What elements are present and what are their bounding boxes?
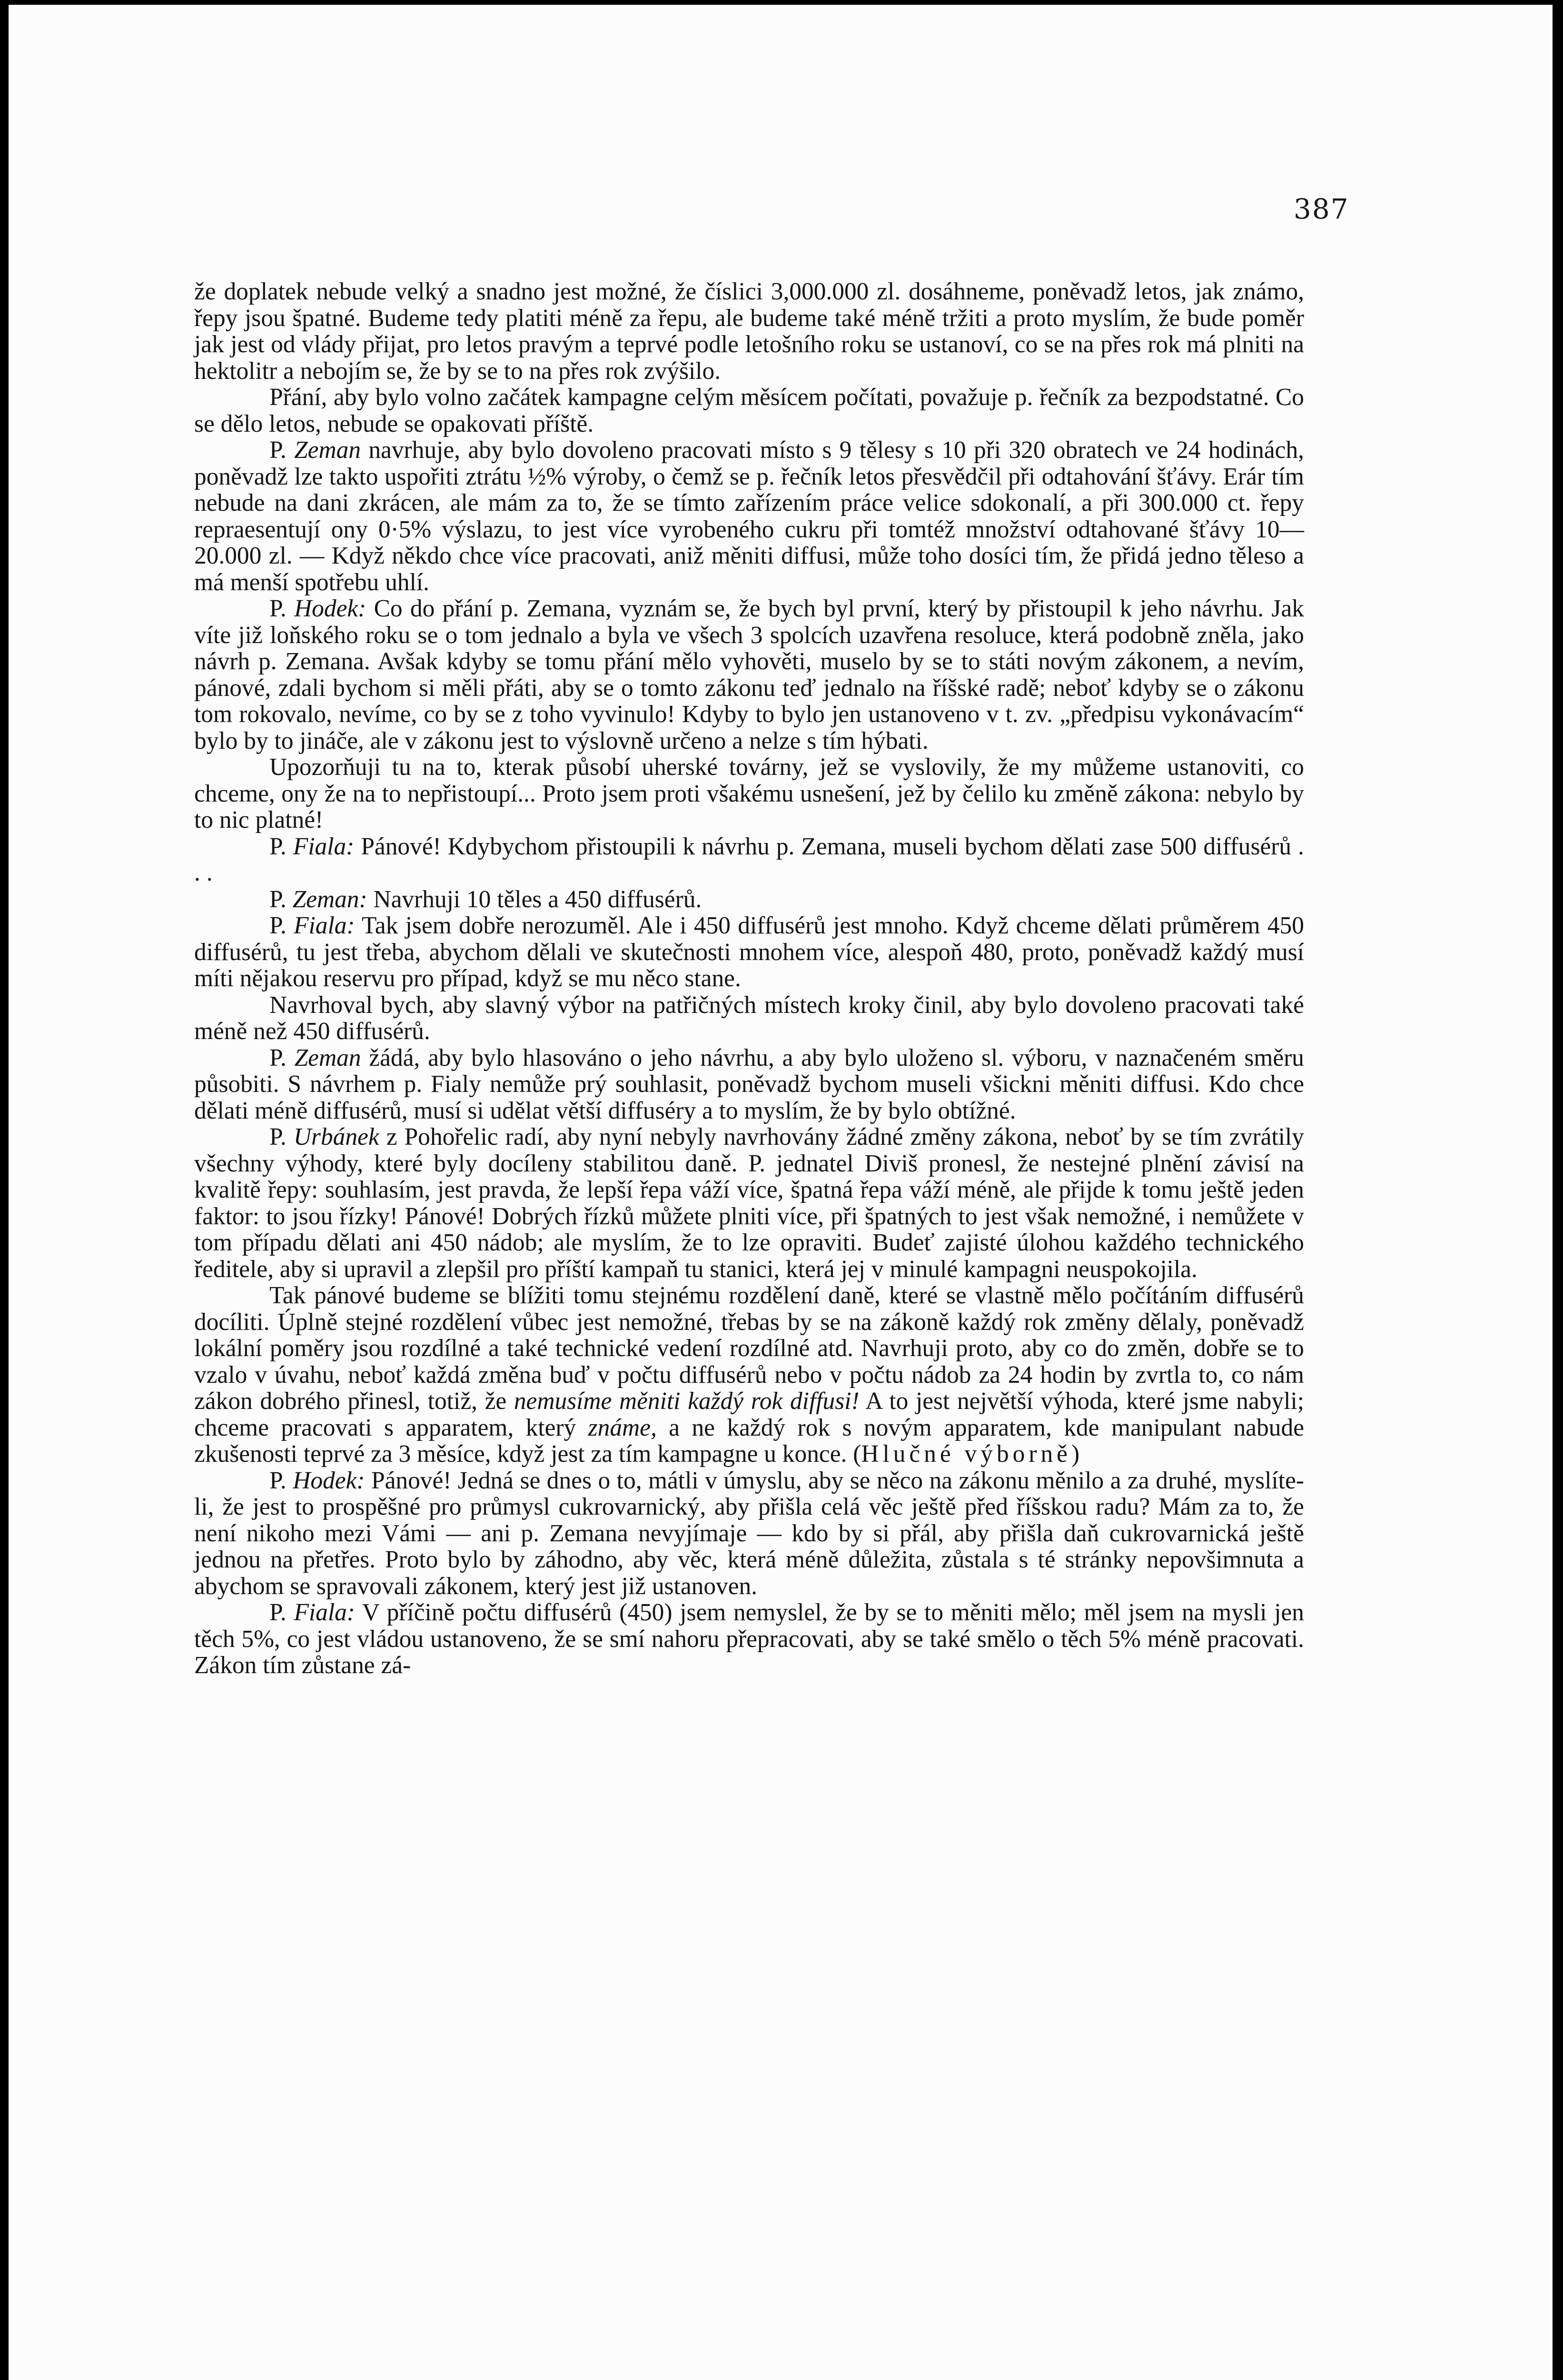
speaker-name: Zeman: bbox=[292, 885, 367, 913]
speaker-name: Hodek: bbox=[293, 1467, 365, 1494]
speaker-name: Fiala: bbox=[293, 833, 355, 860]
text-run: Tak pánové budeme se blížiti tomu stejnému rozdělení daně, které se vlastně mělo počítáním diffusérů docíliti. Úplně stejné rozdělení vůbec jest nemožné, třebas by se na zákoně každý rok změny dělaly, poněvadž lokální poměry jsou rozdílné a také technické vedení rozdílné atd. Navrhuji proto, aby co do změn, dobře se to vzalo v úvahu, neboť každá změna buď v počtu diffusérů nebo v počtu nádob za 24 hodin by zvrtla to, co nám zákon dobrého přinesl, totiž, že bbox=[194, 1282, 1304, 1415]
speaker-name: Fiala: bbox=[294, 1599, 355, 1626]
text-run: Tak jsem dobře nerozuměl. Ale i 450 diffusérů jest mnoho. Když chceme dělati průměrem 450 diffusérů, tu jest třeba, abychom dělali ve skutečnosti mnohem více, alespoň 480, proto, poněvadž každý musí míti nějakou reservu pro případ, když se mu něco stane. bbox=[194, 912, 1304, 992]
speaker-name: známe, bbox=[588, 1414, 657, 1441]
text-run: Co do přání p. Zemana, vyznám se, že bych byl první, který by přistoupil k jeho návrhu. Jak víte již loňského roku se o tom jednalo a byla ve všech 3 spolcích uzavřena resoluce, která podobně zněla, jako návrh p. Zemana. Avšak kdyby se tomu přání mělo vyhověti, muselo by se to státi novým zákonem, a nevím, pánové, zdali bychom si měli přáti, aby se o tomto zákonu teď jednalo na říšské radě; neboť kdyby se o zákonu tom rokovalo, nevíme, co by se z toho vyvinulo! Kdyby to bylo jen ustanoveno v t. zv. „předpisu vykonávacím“ bylo by to jináče, ale v zákonu jest to výslovně určeno a nelze s tím hýbati. bbox=[194, 595, 1304, 754]
speaker-name: Zeman bbox=[294, 1044, 361, 1071]
text-run: Přání, aby bylo volno začátek kampagne celým měsícem počítati, považuje p. řečník za bezpodstatné. Co se dělo letos, nebude se opakovati příště. bbox=[194, 384, 1304, 437]
speaker-name: nemusíme měniti každý rok diffusi! bbox=[514, 1388, 860, 1415]
speaker-name: Fiala: bbox=[294, 912, 355, 939]
speaker-name: Hodek: bbox=[294, 595, 366, 622]
speaker-name: Zeman bbox=[294, 436, 361, 464]
text-run: že doplatek nebude velký a snadno jest možné, že číslici 3,000.000 zl. dosáhneme, poněvadž letos, jak známo, řepy jsou špatné. Budeme tedy platiti méně za řepu, ale budeme také méně tržiti a proto myslím, že bude poměr jak jest od vlády přijat, pro letos pravým a teprvé podle letošního roku se ustanoví, co se na přes rok má plniti na hektolitr a nebojím se, že by se to na přes rok zvýšilo. bbox=[194, 278, 1304, 385]
paragraph-p13 bbox=[194, 1468, 1304, 1600]
text-run: Pánové! Jedná se dnes o to, mátli v úmyslu, aby se něco na zákonu měnilo a za druhé, myslíte-li, že jest to prospěšné pro průmysl cukrovarnický, aby přišla celá věc ještě před říšskou radu? Mám za to, že není nikoho mezi Vámi — ani p. Zemana nevyjímaje — kdo by si přál, aby přišla daň cukrovarnická ještě jednou na přetřes. Proto bylo by záhodno, aby věc, která méně důležita, zůstala s té stránky nepovšimnuta a abychom se spravovali zákonem, který jest již ustanoven. bbox=[194, 1467, 1304, 1600]
text-run: P. bbox=[269, 912, 294, 939]
text-run: P. bbox=[269, 1123, 294, 1150]
text-run: žádá, aby bylo hlasováno o jeho návrhu, a aby bylo uloženo sl. výboru, v naznačeném směru působiti. S návrhem p. Fialy nemůže prý souhlasit, poněvadž bychom museli všickni měniti diffusi. Kdo chce dělati méně diffusérů, musí si udělat větší diffuséry a to myslím, že by bylo obtížné. bbox=[194, 1044, 1304, 1124]
text-run: Navrhoval bych, aby slavný výbor na patřičných místech kroky činil, aby bylo dovoleno pracovati také méně než 450 diffusérů. bbox=[194, 991, 1304, 1045]
text-run: Hlučné výborně bbox=[861, 1440, 1071, 1468]
speaker-name: Urbánek bbox=[293, 1123, 379, 1150]
document-page bbox=[9, 5, 1553, 2380]
text-run: A to jest největší výhoda, které jsme nabyli; chceme pracovati s apparatem, který bbox=[194, 1388, 1304, 1441]
text-run: z Pohořelic radí, aby nyní nebyly navrhovány žádné změny zákona, neboť by se tím zvrátily všechny výhody, které byly docíleny stabilitou daně. P. jednatel Diviš pronesl, že nestejné plnění závisí na kvalitě řepy: souhlasím, jest pravda, že lepší řepa váží více, špatná řepa váží méně, ale přijde k tomu ještě jeden faktor: to jsou řízky! Pánové! Dobrých řízků můžete plniti více, při špatných to jest však nemožné, i nemůžete v tom případu dělati ani 450 nádob; ale myslím, že to lze opraviti. Budeť zajisté úlohou každého technického ředitele, aby si upravil a zlepšil pro příští kampaň tu stanici, která jej v minulé kampagni neuspokojila. bbox=[194, 1123, 1304, 1283]
text-run: P. bbox=[269, 1467, 293, 1494]
text-run: P. bbox=[269, 436, 295, 464]
text-run: a ne každý rok s novým apparatem, kde manipulant nabude zkušenosti teprvé za 3 měsíce, když jest za tím kampagne u konce. ( bbox=[194, 1414, 1305, 1468]
paragraph-p3 bbox=[194, 437, 1304, 595]
document-body bbox=[194, 278, 1304, 1679]
paragraph-p14 bbox=[194, 1599, 1304, 1679]
paragraph-p6 bbox=[194, 833, 1304, 886]
text-run: P. bbox=[269, 885, 293, 913]
text-run: Pánové! Kdybychom přistoupili k návrhu p. Zemana, museli bychom dělati zase 500 diffusérů . . . bbox=[194, 833, 1304, 886]
paragraph-p8 bbox=[194, 912, 1304, 992]
paragraph-p12 bbox=[194, 1282, 1304, 1468]
paragraph-p9 bbox=[194, 992, 1304, 1045]
text-run: Navrhuji 10 těles a 450 diffusérů. bbox=[367, 885, 702, 913]
paragraph-p2 bbox=[194, 384, 1304, 437]
page-number: 387 bbox=[1294, 193, 1349, 225]
text-run: navrhuje, aby bylo dovoleno pracovati místo s 9 tělesy s 10 při 320 obratech ve 24 hodinách, poněvadž lze takto uspořiti ztrátu ½% výroby, o čemž se p. řečník letos přesvědčil při odtahování šťávy. Erár tím nebude na dani zkrácen, ale mám za to, že se tímto zařízením práce velice sdokonalí, a při 300.000 ct. řepy repraesentují ony 0·5% výslazu, to jest více vyrobeného cukru při tomtéž množství odtahované šťávy 10—20.000 zl. — Když někdo chce více pracovati, aniž měniti diffusi, může toho dosíci tím, že přidá jedno těleso a má menší spotřebu uhlí. bbox=[194, 436, 1304, 596]
text-run: P. bbox=[269, 595, 295, 622]
paragraph-p10 bbox=[194, 1045, 1304, 1124]
text-run: Upozorňuji tu na to, kterak působí uherské továrny, jež se vyslovily, že my můžeme ustanoviti, co chceme, ony že na to nepřistoupí... Proto jsem proti všakému usnešení, jež by čelilo ku změně zákona: nebylo by to nic platné! bbox=[194, 754, 1304, 833]
text-run: P. bbox=[269, 1044, 295, 1071]
paragraph-p1 bbox=[194, 278, 1304, 384]
paragraph-p5 bbox=[194, 754, 1304, 833]
text-run: P. bbox=[269, 1599, 294, 1626]
paragraph-p11 bbox=[194, 1124, 1304, 1282]
text-run: P. bbox=[269, 833, 293, 860]
text-run: V příčině počtu diffusérů (450) jsem nemyslel, že by se to měniti mělo; měl jsem na mysli jen těch 5%, co jest vládou ustanoveno, že se smí nahoru přepracovati, aby se také smělo o těch 5% méně pracovati. Zákon tím zůstane zá- bbox=[194, 1599, 1304, 1679]
text-run: ) bbox=[1071, 1440, 1080, 1468]
paragraph-p7 bbox=[194, 886, 1304, 913]
paragraph-p4 bbox=[194, 595, 1304, 754]
